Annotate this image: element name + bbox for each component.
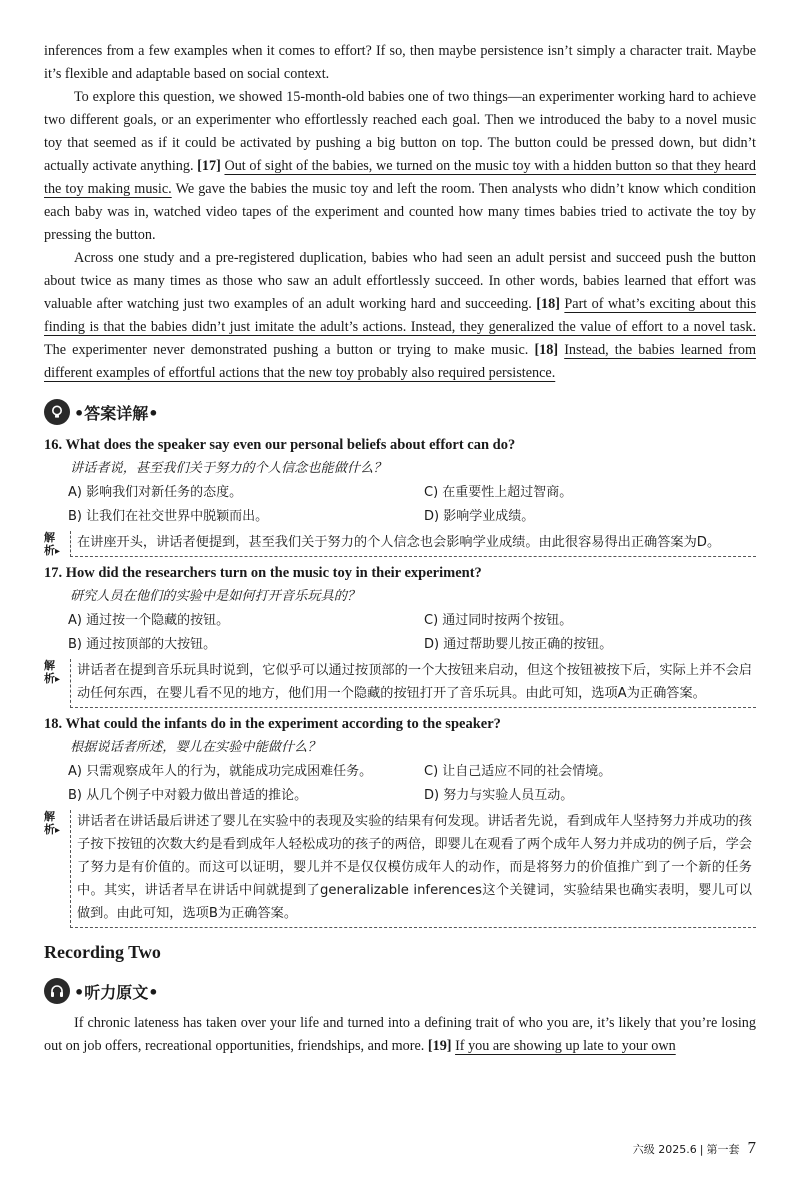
option-c: C) 让自己适应不同的社会情境。 — [424, 764, 612, 779]
question-marker: [19] — [427, 1038, 452, 1054]
question-18 — [44, 712, 756, 928]
explanation-label-text: 解析 — [44, 810, 55, 836]
underlined-key-sentence: If you are showing up late to your own — [455, 1038, 676, 1054]
arrow-icon: ▸ — [55, 674, 61, 685]
option-b: B) 从几个例子中对毅力做出普适的推论。 — [68, 788, 308, 803]
recording-two-title: Recording Two — [44, 942, 161, 962]
question-marker: [18] — [534, 342, 559, 358]
section-title: •答案详解• — [74, 403, 159, 423]
explanation-box — [44, 810, 756, 928]
question-17 — [44, 561, 756, 708]
option-d: D) 努力与实验人员互动。 — [424, 788, 574, 803]
arrow-icon: ▸ — [55, 546, 61, 557]
option-c: C) 通过同时按两个按钮。 — [424, 613, 573, 628]
passage-text: To explore this question, we showed 15-month-old babies one of two things—an experimenter working hard to achieve two different goals, or an experimenter who effortlessly reached each goal. Then we introduced the baby to a novel music toy that seemed as if it could be activated by pushing a big button on top. The button could be pressed down, but didn’t actually activate anything. — [44, 89, 756, 174]
underlined-key-sentence: Part of what’s exciting about this finding is that the babies didn’t just imitate the adult’s actions. Instead, they generalized the value of effort to a novel task. — [44, 296, 757, 335]
explanation-label — [44, 531, 62, 558]
question-translation: 根据说话者所述，婴儿在实验中能做什么？ — [70, 740, 321, 755]
arrow-icon: ▸ — [55, 825, 61, 836]
transcript-paragraph — [44, 1012, 756, 1058]
options — [44, 760, 756, 808]
passage-paragraph-2 — [44, 86, 756, 247]
options — [44, 609, 756, 657]
underlined-key-sentence: Out of sight of the babies, we turned on the music toy with a hidden button so that they heard the toy making music. — [44, 158, 756, 197]
explanation-box — [44, 659, 756, 708]
section-title: •听力原文• — [74, 982, 159, 1002]
explanation-label — [44, 659, 62, 686]
passage-text: Across one study and a pre-registered duplication, babies who had seen an adult persist and succeed push the button about twice as many times as those who saw an adult effortlessly succeed. In other words, babies learned that effort was valuable after watching just two examples of an adult working hard and succeeding. — [44, 250, 756, 312]
option-a: A) 通过按一个隐藏的按钮。 — [68, 613, 230, 628]
explanation-label-text: 解析 — [44, 659, 55, 685]
passage-paragraph-3 — [44, 247, 756, 385]
option-a: A) 只需观察成年人的行为，就能成功完成困难任务。 — [68, 764, 373, 779]
underlined-key-sentence: Instead, the babies learned from different examples of effortful actions that the new toy probably also required persistence. — [44, 342, 757, 381]
options — [44, 481, 756, 529]
lightbulb-icon — [44, 399, 70, 425]
question-stem: 17. How did the researchers turn on the music toy in their experiment? — [44, 565, 482, 581]
option-d: D) 通过帮助婴儿按正确的按钮。 — [424, 637, 613, 652]
passage-text: The experimenter never demonstrated pushing a button or trying to make music. — [44, 342, 529, 358]
explanation-label-text: 解析 — [44, 531, 55, 557]
passage-paragraph-1: inferences from a few examples when it comes to effort? If so, then maybe persistence isn’t simply a character trait. Maybe it’s flexible and adaptable based on social context. — [44, 43, 756, 82]
question-translation: 讲话者说，甚至我们关于努力的个人信念也能做什么？ — [70, 461, 387, 476]
explanation-text: 讲话者在提到音乐玩具时说到，它似乎可以通过按顶部的一个大按钮来启动，但这个按钮被按下后，实际上并不会启动任何东西，在婴儿看不见的地方，他们用一个隐藏的按钮打开了音乐玩具。由此可知，选项A为正确答案。 — [70, 659, 756, 708]
option-d: D) 影响学业成绩。 — [424, 509, 535, 524]
footer-issue: 六级 2025.6 — [632, 1143, 697, 1156]
option-b: B) 通过按顶部的大按钮。 — [68, 637, 217, 652]
explanation-text: 在讲座开头，讲话者便提到，甚至我们关于努力的个人信念也会影响学业成绩。由此很容易得出正确答案为D。 — [70, 531, 756, 557]
page-content — [44, 40, 756, 1058]
passage-text: If chronic lateness has taken over your life and turned into a defining trait of who you are, it’s likely that you’re losing out on job offers, recreational opportunities, friendships, and more. — [44, 1015, 756, 1054]
explanation-label — [44, 810, 62, 837]
option-c: C) 在重要性上超过智商。 — [424, 485, 573, 500]
headphones-icon — [44, 978, 70, 1004]
question-stem: 18. What could the infants do in the experiment according to the speaker? — [44, 716, 501, 732]
question-marker: [17] — [197, 158, 221, 174]
footer-separator: | — [699, 1143, 704, 1156]
option-a: A) 影响我们对新任务的态度。 — [68, 485, 243, 500]
question-stem: 16. What does the speaker say even our personal beliefs about effort can do? — [44, 437, 516, 453]
question-translation: 研究人员在他们的实验中是如何打开音乐玩具的？ — [70, 589, 361, 604]
question-marker: [18] — [536, 296, 560, 312]
explanation-text: 讲话者在讲话最后讲述了婴儿在实验中的表现及实验的结果有何发现。讲话者先说，看到成年人坚持努力并成功的孩子按下按钮的次数大约是看到成年人轻松成功的孩子的两倍，即婴儿在观看了两个成年人努力并成功的例子后，学会了努力是有价值的。而这可以证明，婴儿并不是仅仅模仿成年人的动作，而是将努力的价值推广到了一个新的任务中。其实，讲话者早在讲话中间就提到了generalizable inferences这个关键词，实验结果也确实表明，婴儿可以做到。由此可知，选项B为正确答案。 — [70, 810, 756, 928]
transcript-section-header — [44, 976, 756, 1006]
footer-set: 第一套 — [706, 1143, 740, 1156]
explanation-box — [44, 531, 756, 557]
passage-text: We gave the babies the music toy and left the room. Then analysts who didn’t know which condition each baby was in, watched video tapes of the experiment and counted how many times babies tried to activate the toy by pressing the button. — [44, 181, 756, 243]
page-footer — [633, 1138, 756, 1158]
page-number: 7 — [747, 1138, 756, 1157]
question-16 — [44, 433, 756, 557]
answers-section-header — [44, 397, 756, 427]
option-b: B) 让我们在社交世界中脱颖而出。 — [68, 509, 269, 524]
